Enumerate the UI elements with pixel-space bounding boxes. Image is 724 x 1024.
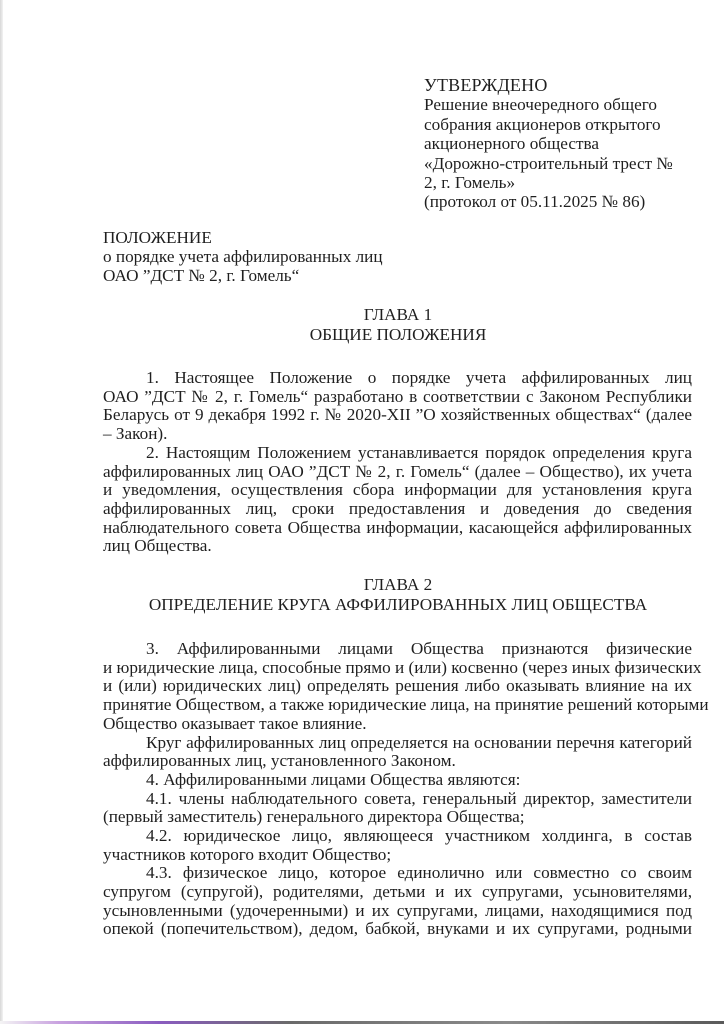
paragraph-line: ОАО ”ДСТ № 2, г. Гомель“ разработано в соответствии с Законом Республики (103, 386, 692, 406)
paragraph-3 (103, 639, 709, 733)
paragraph-line: и уведомления, осуществления сбора информации для установления круга (103, 480, 692, 500)
document-subtitle: о порядке учета аффилированных лиц (103, 247, 383, 267)
paragraph-line: 4.2. юридическое лицо, являющееся участником холдинга, в состав (146, 826, 692, 845)
approval-line: Решение внеочередного общего (424, 95, 657, 115)
paragraph-line: супругом (супругой), родителями, детьми и их супругами, усыновителями, (103, 882, 692, 902)
approval-line: «Дорожно-строительный трест № (424, 153, 673, 173)
chapter-number: ГЛАВА 2 (363, 575, 433, 594)
paragraph-line: 2. Настоящим Положением устанавливается порядок определения круга (146, 443, 692, 462)
paragraph-line: – Закон). (103, 424, 168, 444)
paragraph-3-continuation (103, 734, 692, 771)
paragraph-4-1 (103, 790, 692, 827)
paragraph-line: наблюдательного совета Общества информации, касающейся аффилированных (103, 517, 692, 537)
paragraph-2 (103, 444, 692, 556)
paragraph-line: лиц Общества. (103, 536, 212, 556)
paragraph-4-3 (103, 864, 692, 939)
approval-line: 2, г. Гомель» (424, 173, 516, 193)
approval-line: собрания акционеров открытого (424, 114, 661, 134)
paragraph-line: и юридические лица, способные прямо и (или) косвенно (через иных физических (103, 657, 702, 677)
paragraph-line: 1. Настоящее Положение о порядке учета аффилированных лиц (146, 368, 692, 387)
chapter-title: ОПРЕДЕЛЕНИЕ КРУГА АФФИЛИРОВАННЫХ ЛИЦ ОБЩЕСТВА (148, 595, 648, 614)
chapter-2-heading (103, 575, 693, 615)
document-organization: ОАО ”ДСТ № 2, г. Гомель“ (103, 266, 300, 286)
document-title-block (103, 228, 383, 286)
paragraph-4-2 (103, 827, 692, 864)
paragraph-line: аффилированных лиц, установленного Законом. (103, 751, 456, 771)
paragraph-line: участников которого входит Общество; (103, 844, 392, 864)
paragraph-line: усыновленными (удочеренными) и их супругами, лицами, находящимися под (103, 900, 692, 920)
paragraph-line: Круг аффилированных лиц определяется на основании перечня категорий (146, 732, 692, 752)
document-type: ПОЛОЖЕНИЕ (103, 228, 212, 247)
chapter-1-heading (103, 305, 693, 345)
paragraph-1 (103, 369, 692, 444)
approval-line: акционерного общества (424, 134, 599, 154)
chapter-number: ГЛАВА 1 (363, 305, 433, 324)
paragraph-line: и (или) юридических лиц) определять решения либо оказывать влияние на их (103, 676, 692, 696)
approval-line: (протокол от 05.11.2025 № 86) (424, 192, 646, 212)
paragraph-line: аффилированных лиц ОАО ”ДСТ № 2, г. Гомель“ (далее – Общество), их учета (103, 461, 692, 481)
paragraph-line: 4.1. члены наблюдательного совета, генеральный директор, заместители (146, 788, 692, 808)
paragraph-line: Общество оказывает такое влияние. (103, 713, 367, 733)
page-left-edge (0, 0, 3, 1024)
paragraph-line: 3. Аффилированными лицами Общества признаются физические (146, 639, 692, 658)
approval-heading: УТВЕРЖДЕНО (424, 75, 548, 95)
paragraph-line: принятие Обществом, а также юридические лица, на принятие решений которыми (103, 695, 709, 715)
paragraph-line: Беларусь от 9 декабря 1992 г. № 2020-XII ”О хозяйственных обществах“ (далее (103, 405, 692, 425)
paragraph-line: аффилированных лиц, сроки предоставления и доведения до сведения (103, 499, 692, 519)
paragraph-line: 4.3. физическое лицо, которое единолично или совместно со своим (146, 863, 692, 883)
paragraph-4 (103, 771, 692, 790)
approval-block (424, 76, 714, 212)
paragraph-line: 4. Аффилированными лицами Общества являются: (146, 769, 521, 789)
chapter-title: ОБЩИЕ ПОЛОЖЕНИЯ (309, 325, 487, 344)
paragraph-line: (первый заместитель) генерального директора Общества; (103, 807, 525, 827)
paragraph-line: опекой (попечительством), дедом, бабкой, внуками и их супругами, родными (103, 919, 692, 939)
